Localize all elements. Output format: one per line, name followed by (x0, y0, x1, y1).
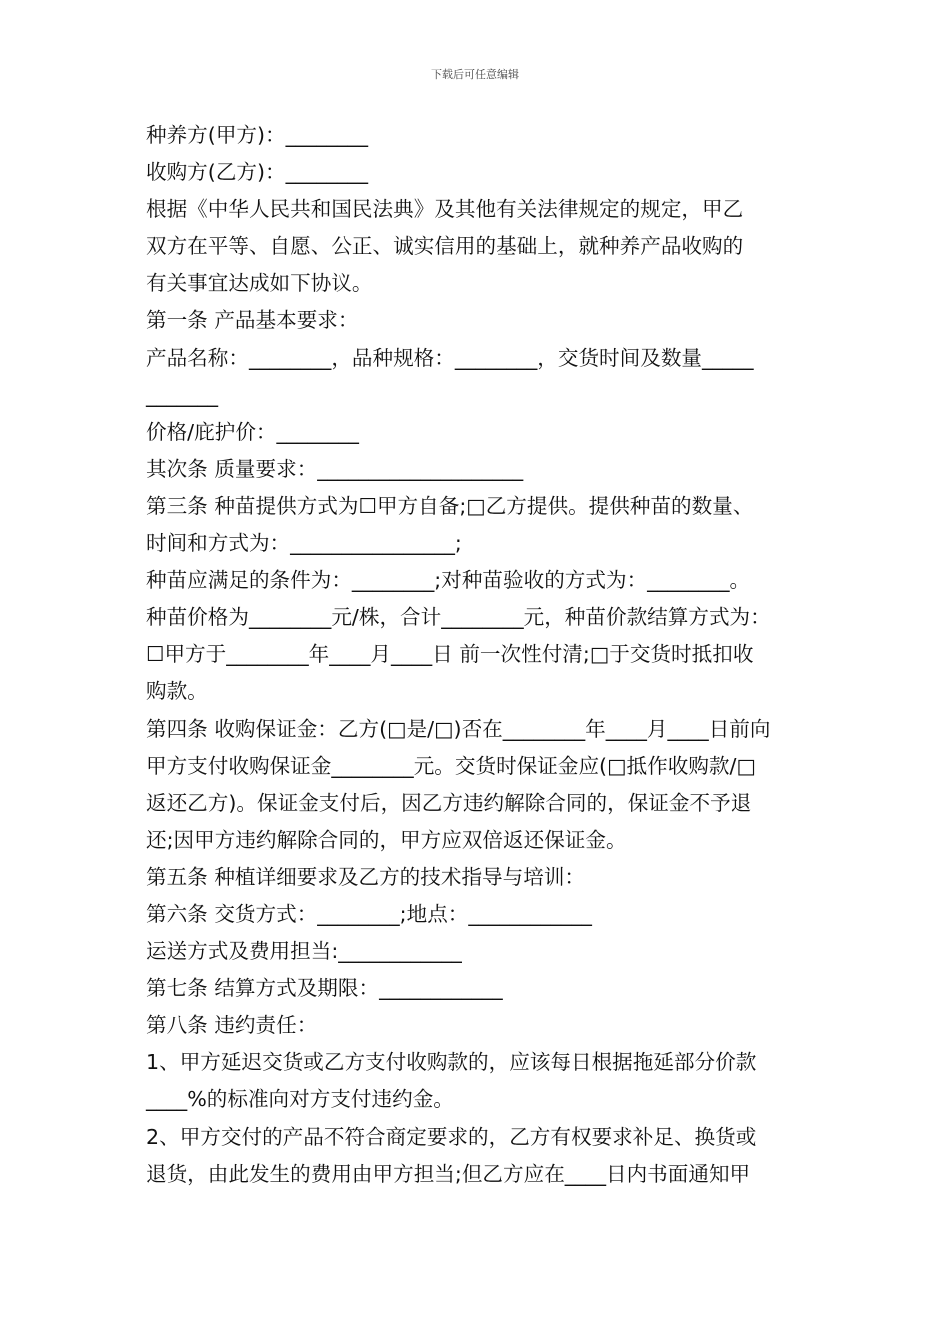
article-3-line-2: 时间和方式为：________________; (146, 531, 462, 556)
article-1-line-1: 产品名称：________，品种规格：________，交货时间及数量_____ (146, 345, 754, 370)
article-4-line-1: 第四条 收购保证金：乙方(□是/□)否在________年____月____日前向 (146, 716, 771, 741)
article-5-line: 第五条 种植详细要求及乙方的技术指导与培训： (146, 864, 586, 889)
article-6-line-2: 运送方式及费用担当:____________ (146, 939, 462, 964)
article-2-line: 其次条 质量要求：____________________ (146, 456, 524, 481)
article-3-line-4: 种苗价格为________元/株，合计________元，种苗价款结算方式为： (146, 605, 771, 630)
party-a-line: 种养方(甲方)：________ (146, 123, 369, 147)
contract-body (146, 117, 826, 1193)
article-7-line: 第七条 结算方式及期限：____________ (146, 976, 503, 1001)
preamble-line-3: 有关事宜达成如下协议。 (146, 271, 373, 296)
page-header: 下载后可任意编辑 (431, 68, 519, 81)
price-line: 价格/庇护价：________ (146, 419, 359, 444)
article-8-heading: 第八条 违约责任： (146, 1013, 318, 1038)
article-4-line-4: 还;因甲方违约解除合同的，甲方应双倍返还保证金。 (146, 827, 627, 852)
article-3-line-1: 第三条 种苗提供方式为☐甲方自备;□乙方提供。提供种苗的数量、 (146, 493, 754, 518)
article-6-line-1: 第六条 交货方式：________;地点：____________ (146, 901, 592, 926)
preamble-line-2: 双方在平等、自愿、公正、诚实信用的基础上，就种养产品收购的 (146, 234, 744, 259)
article-8-item-2-line-1: 2、甲方交付的产品不符合商定要求的，乙方有权要求补足、换货或 (146, 1124, 757, 1149)
article-1-heading: 第一条 产品基本要求： (146, 308, 359, 333)
article-3-line-3: 种苗应满足的条件为：________;对种苗验收的方式为：________。 (146, 568, 751, 593)
article-8-item-2-line-2: 退货，由此发生的费用由甲方担当;但乙方应在____日内书面通知甲 (146, 1161, 751, 1186)
preamble-line-1: 根据《中华人民共和国民法典》及其他有关法律规定的规定，甲乙 (146, 197, 744, 222)
article-1-line-2: _______ (146, 382, 219, 407)
article-4-line-2: 甲方支付收购保证金________元。交货时保证金应(□抵作收购款/□ (146, 753, 756, 778)
article-8-item-1-line-2: ____%的标准向对方支付违约金。 (146, 1087, 454, 1112)
article-3-line-6: 购款。 (146, 679, 208, 704)
article-8-item-1-line-1: 1、甲方延迟交货或乙方支付收购款的，应该每日根据拖延部分价款 (146, 1050, 757, 1075)
article-3-line-5: ☐甲方于________年____月____日 前一次性付清;□于交货时抵扣收 (146, 642, 754, 667)
article-4-line-3: 返还乙方)。保证金支付后，因乙方违约解除合同的，保证金不予退 (146, 790, 752, 815)
party-b-line: 收购方(乙方)：________ (146, 160, 369, 185)
